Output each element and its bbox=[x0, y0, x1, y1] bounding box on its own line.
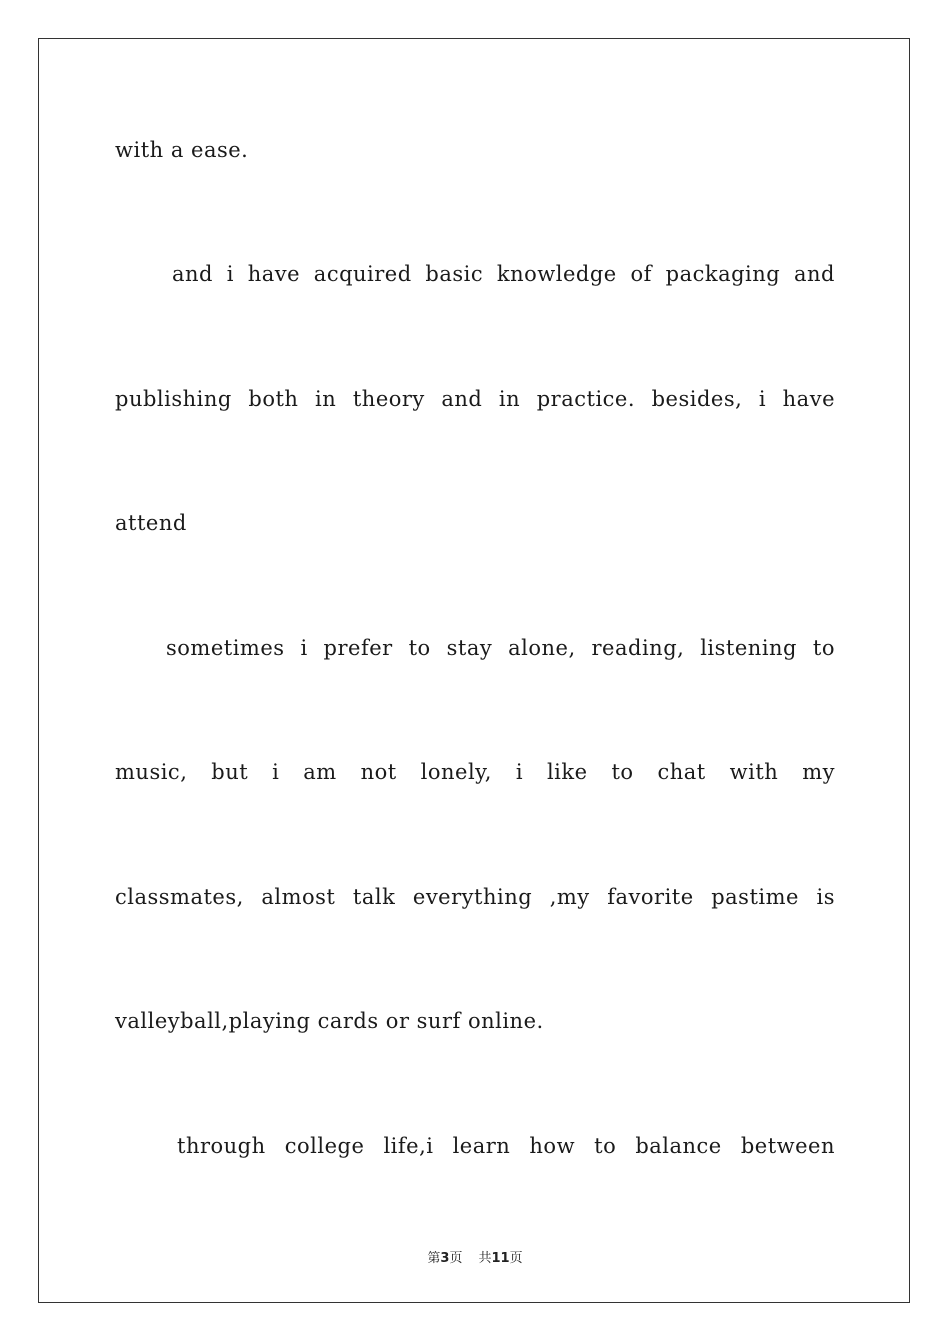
total-pages: 11 bbox=[491, 1251, 510, 1266]
page-prefix: 第 bbox=[427, 1251, 441, 1266]
text-line: publishing both in theory and in practice. besides, i have bbox=[115, 387, 835, 411]
text-line: through college life,i learn how to balance between bbox=[177, 1134, 835, 1158]
text-line: sometimes i prefer to stay alone, reading, listening to bbox=[166, 636, 835, 660]
page-suffix: 页 bbox=[449, 1251, 463, 1266]
text-line: and i have acquired basic knowledge of packaging and bbox=[172, 262, 835, 286]
text-line: classmates, almost talk everything ,my favorite pastime is bbox=[115, 885, 835, 909]
text-line: attend bbox=[115, 511, 187, 535]
text-line: music, but i am not lonely, i like to chat with my bbox=[115, 760, 835, 784]
total-prefix: 共 bbox=[478, 1251, 492, 1266]
page-border bbox=[38, 38, 910, 1303]
text-line: with a ease. bbox=[115, 138, 249, 162]
page-footer bbox=[0, 1247, 950, 1266]
text-line: valleyball,playing cards or surf online. bbox=[115, 1009, 544, 1033]
page-number: 3 bbox=[440, 1251, 450, 1266]
total-suffix: 页 bbox=[509, 1251, 523, 1266]
